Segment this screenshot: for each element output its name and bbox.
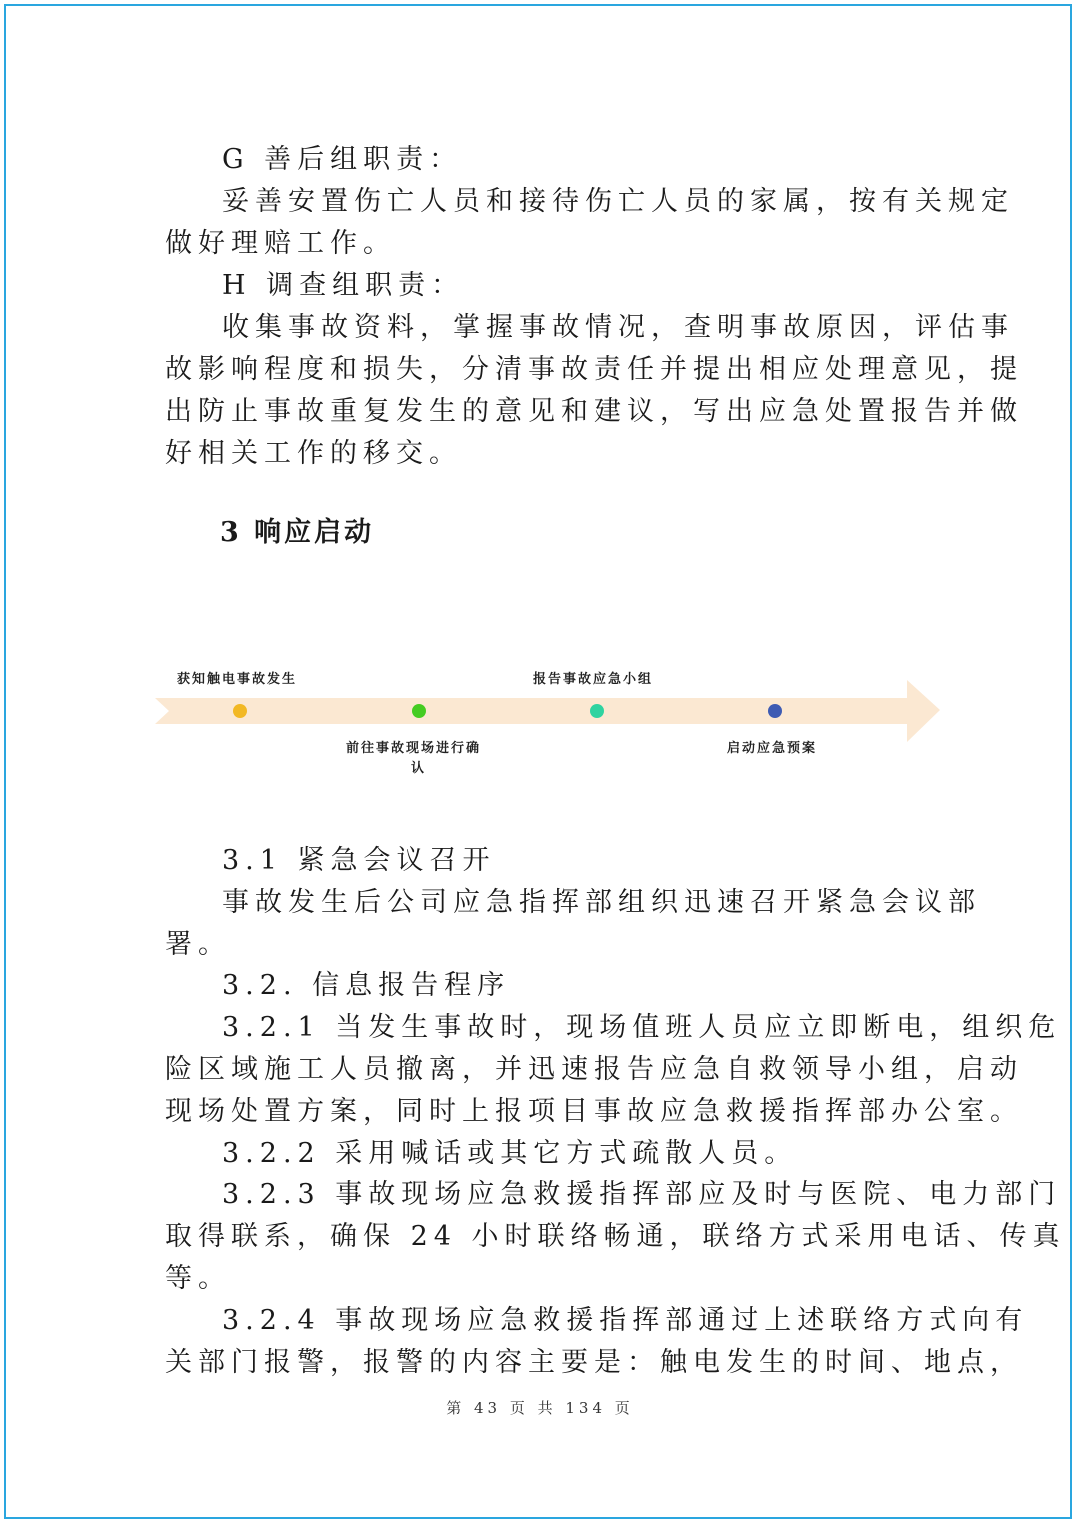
s32-title: 3.2. 信息报告程序 — [222, 970, 511, 1001]
s321-line1: 3.2.1 当发生事故时，现场值班人员应立即断电，组织危 — [222, 1012, 1062, 1043]
section-h-line2: 故影响程度和损失，分清事故责任并提出相应处理意见，提 — [165, 354, 1023, 385]
flow-step-2-label: 前往事故现场进行确 — [346, 741, 482, 756]
s323-line1: 3.2.3 事故现场应急救援指挥部应及时与医院、电力部门 — [222, 1179, 1062, 1210]
response-flowchart — [155, 660, 945, 780]
flow-step-1-label: 获知触电事故发生 — [177, 672, 298, 687]
flow-step-2-label-cont: 认 — [411, 761, 427, 776]
s31-title: 3.1 紧急会议召开 — [222, 845, 496, 876]
section-h-line4: 好相关工作的移交。 — [165, 438, 462, 469]
s321-line2: 险区域施工人员撤离，并迅速报告应急自救领导小组，启动 — [165, 1054, 1023, 1085]
section-g-line1: 妥善安置伤亡人员和接待伤亡人员的家属，按有关规定 — [222, 186, 1014, 217]
s323-line2: 取得联系，确保 24 小时联络畅通，联络方式采用电话、传真 — [165, 1221, 1066, 1252]
section-heading: 3 响应启动 — [220, 517, 375, 548]
flow-step-3-label: 报告事故应急小组 — [533, 672, 654, 687]
section-h-title: H 调查组职责： — [222, 270, 465, 301]
s321-line3: 现场处置方案，同时上报项目事故应急救援指挥部办公室。 — [165, 1096, 1023, 1127]
flow-dot-3 — [590, 704, 604, 718]
section-g-line2: 做好理赔工作。 — [165, 228, 396, 259]
section-h-line3: 出防止事故重复发生的意见和建议，写出应急处置报告并做 — [165, 396, 1023, 427]
s323-line3: 等。 — [165, 1263, 231, 1294]
s324-line2: 关部门报警，报警的内容主要是：触电发生的时间、地点， — [165, 1347, 1023, 1378]
s31-line1: 事故发生后公司应急指挥部组织迅速召开紧急会议部 — [222, 887, 981, 918]
page-footer: 第 43 页 共 134 页 — [446, 1399, 634, 1417]
flow-dot-1 — [233, 704, 247, 718]
section-h-line1: 收集事故资料，掌握事故情况，查明事故原因，评估事 — [222, 312, 1014, 343]
section-g-title: G 善后组职责： — [222, 144, 463, 175]
s322: 3.2.2 采用喊话或其它方式疏散人员。 — [222, 1138, 798, 1169]
s324-line1: 3.2.4 事故现场应急救援指挥部通过上述联络方式向有 — [222, 1305, 1029, 1336]
flow-dot-2 — [412, 704, 426, 718]
s31-line2: 署。 — [165, 929, 231, 960]
flow-step-4-label: 启动应急预案 — [727, 741, 818, 756]
flow-dot-4 — [768, 704, 782, 718]
